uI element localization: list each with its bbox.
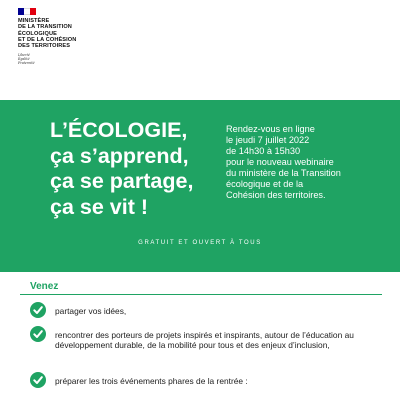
ministry-name: [18, 18, 76, 49]
ministry-name-line: DE LA TRANSITION: [18, 24, 72, 31]
check-circle-icon: [30, 372, 46, 388]
ministry-logo: [18, 8, 76, 65]
slogan-line: ça s’apprend,: [50, 143, 189, 168]
free-open-label: GRATUIT ET OUVERT À TOUS: [138, 240, 262, 246]
header: [0, 0, 400, 100]
invitation-line: écologique et de la: [226, 179, 304, 189]
ministry-name-line: DES TERRITOIRES: [18, 43, 71, 50]
check-circle-icon: [30, 326, 46, 342]
motto-line: Liberté: [18, 53, 30, 58]
slogan-line: ça se vit !: [50, 194, 148, 219]
webinar-invitation: [226, 124, 396, 201]
ministry-name-line: MINISTÈRE: [18, 18, 50, 24]
ministry-name-line: ÉCOLOGIQUE: [18, 30, 57, 37]
republic-motto: [18, 53, 76, 65]
section-divider: [20, 294, 382, 295]
list-item-text: rencontrer des porteurs de projets inspirés et inspirants, autour de l’éducation au développement durable, de la mobilité pour tous et des enjeux d’inclusion,: [55, 330, 354, 351]
invitation-line: du ministère de la Transition: [226, 168, 341, 178]
section-heading: Venez: [30, 281, 59, 292]
slogan: [50, 118, 230, 220]
slogan-line: ça se partage,: [50, 169, 194, 193]
list-item-text: partager vos idées,: [55, 306, 127, 316]
invitation-line: pour le nouveau webinaire: [226, 157, 334, 167]
invitation-line: Cohésion des territoires.: [226, 190, 326, 200]
motto-line: Fraternité: [18, 61, 35, 66]
green-banner: [0, 100, 400, 272]
invitation-line: le jeudi 7 juillet 2022: [226, 135, 310, 145]
invitation-line: de 14h30 à 15h30: [226, 146, 301, 156]
invitation-line: Rendez-vous en ligne: [226, 124, 315, 134]
slogan-line: L’ÉCOLOGIE,: [50, 118, 188, 142]
french-flag-icon: [18, 8, 36, 15]
check-circle-icon: [30, 302, 46, 318]
list-item-text: préparer les trois événements phares de la rentrée :: [55, 376, 248, 386]
ministry-name-line: ET DE LA COHÉSION: [18, 36, 77, 43]
motto-line: Égalité: [18, 57, 30, 62]
